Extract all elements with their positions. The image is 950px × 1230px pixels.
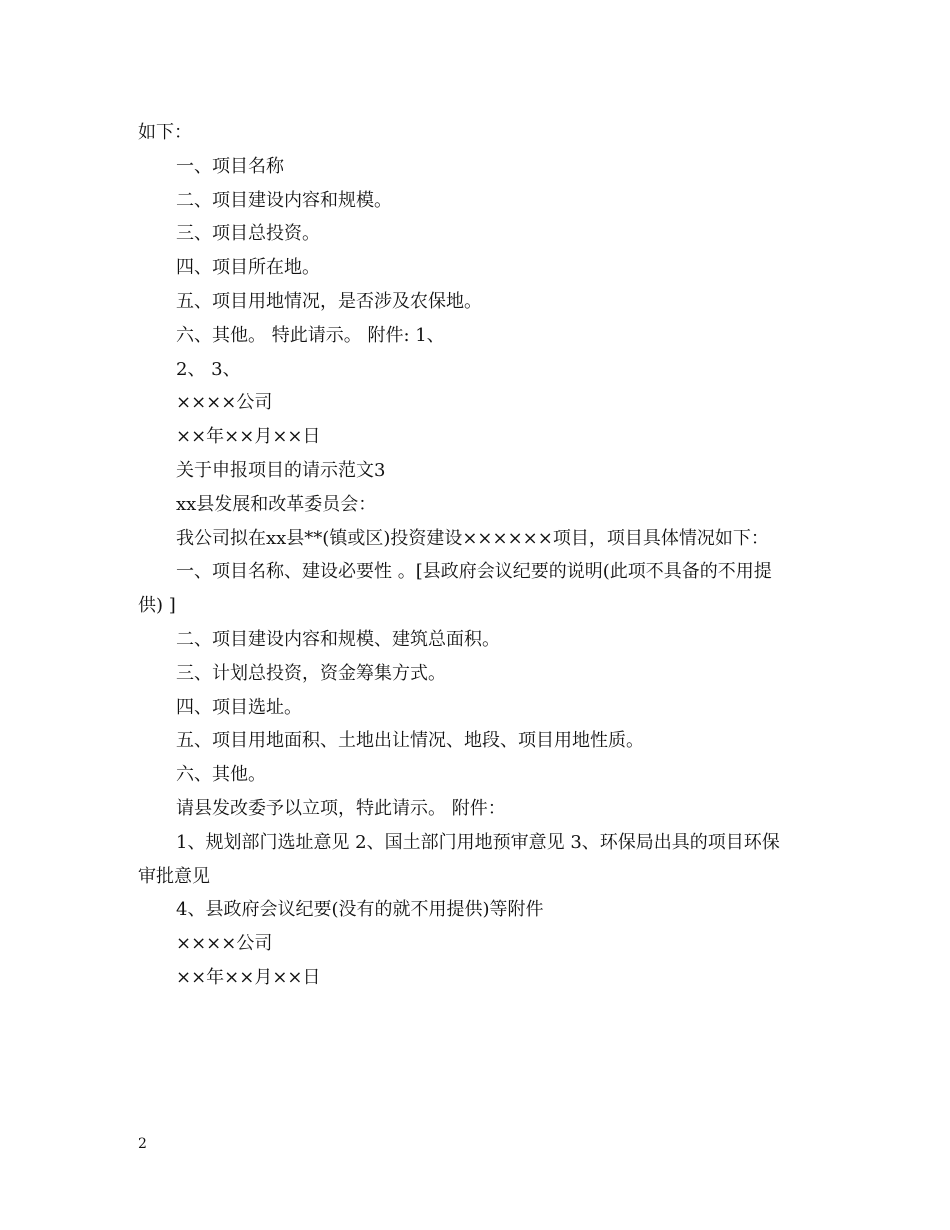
document-line: ××××公司 [176,933,273,955]
document-line: ××××公司 [176,392,273,414]
document-line: 如下： [138,122,192,143]
document-line: ××年××月××日 [176,966,321,988]
document-line: 2、 3、 [176,358,241,380]
document-line: 请县发改委予以立项，特此请示。 附件： [176,797,506,819]
document-line: 我公司拟在xx县**(镇或区)投资建设××××××项目，项目具体情况如下： [176,527,769,549]
document-line: 六、其他。 特此请示。 附件: 1、 [176,324,445,346]
page-number: 2 [138,1136,147,1152]
document-line: 五、项目用地情况，是否涉及农保地。 [176,290,482,312]
document-line: 一、项目名称 [176,155,284,177]
document-line: xx县发展和改革委员会： [176,493,377,515]
document-line: 六、其他。 [176,764,266,786]
document-line: 五、项目用地面积、土地出让情况、地段、项目用地性质。 [176,730,644,752]
document-body [138,116,818,995]
document-line: 四、项目选址。 [176,696,302,718]
document-line: 一、项目名称、建设必要性 。[县政府会议纪要的说明(此项不具备的不用提 [176,561,772,583]
document-line: 审批意见 [138,865,210,887]
document-line: 二、项目建设内容和规模。 [176,189,392,211]
document-line: ××年××月××日 [176,426,321,448]
document-line: 四、项目所在地。 [176,257,320,279]
document-line: 供) ] [138,595,176,617]
document-line: 三、项目总投资。 [176,223,320,245]
document-line: 二、项目建设内容和规模、建筑总面积。 [176,628,500,650]
document-line: 1、规划部门选址意见 2、国土部门用地预审意见 3、环保局出具的项目环保 [176,831,780,853]
document-line: 三、计划总投资，资金筹集方式。 [176,662,446,684]
document-line: 4、县政府会议纪要(没有的就不用提供)等附件 [176,899,544,921]
document-line: 关于申报项目的请示范文3 [176,459,386,481]
